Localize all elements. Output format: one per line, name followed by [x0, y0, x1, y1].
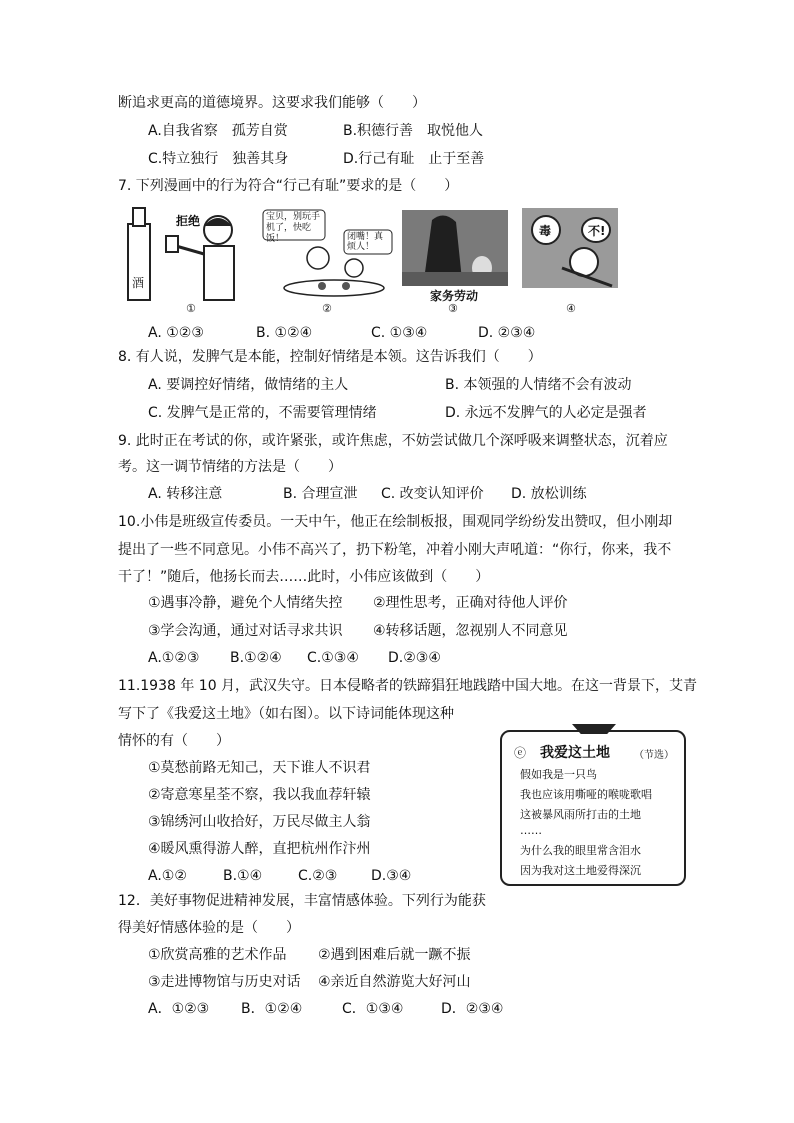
- q12-item-1: ①欣赏高雅的艺术作品: [148, 947, 287, 963]
- q12-option-a[interactable]: A．①②③: [148, 1001, 210, 1017]
- q11-stem-line2: 写下了《我爱这土地》（如右图）。以下诗词能体现这种: [118, 706, 454, 722]
- q8-option-b[interactable]: B. 本领强的人情绪不会有波动: [445, 377, 632, 393]
- poem-line-4: ……: [520, 824, 542, 837]
- q11-item-1: ①莫愁前路无知己，天下谁人不识君: [148, 760, 371, 776]
- comic-panel-3: [402, 210, 508, 286]
- comic-2-number: ②: [322, 302, 332, 315]
- q8-option-a[interactable]: A. 要调控好情绪，做情绪的主人: [148, 377, 349, 393]
- q10-stem-line3: 干了！”随后，他扬长而去……此时，小伟应该做到（ ）: [118, 569, 490, 585]
- comic-1-number: ①: [186, 302, 196, 315]
- q11-item-2: ②寄意寒星荃不察，我以我血荐轩辕: [148, 787, 371, 803]
- q6-option-b[interactable]: B.积德行善 取悦他人: [343, 123, 484, 139]
- poem-title: 我爱这土地: [540, 745, 610, 761]
- q12-option-c[interactable]: C．①③④: [342, 1001, 404, 1017]
- q9-option-a[interactable]: A. 转移注意: [148, 486, 223, 502]
- q12-stem-line2: 得美好情感体验的是（ ）: [118, 920, 300, 936]
- poem-box-tab: [572, 724, 616, 734]
- q9-stem-line1: 9. 此时正在考试的你，或许紧张，或许焦虑，不妨尝试做几个深呼吸来调整状态，沉着应: [118, 433, 668, 449]
- comic-3-number: ③: [448, 302, 458, 315]
- poem-box: [500, 730, 686, 886]
- q11-option-b[interactable]: B.①④: [223, 868, 263, 884]
- q10-item-3: ③学会沟通，通过对话寻求共识: [148, 623, 343, 639]
- poem-line-2: 我也应该用嘶哑的喉咙歌唱: [520, 788, 652, 801]
- q12-item-3: ③走进博物馆与历史对话: [148, 974, 301, 990]
- q7-option-b[interactable]: B. ①②④: [256, 325, 313, 341]
- comic-panel-1: [118, 206, 256, 302]
- q11-option-c[interactable]: C.②③: [298, 868, 338, 884]
- q8-option-c[interactable]: C. 发脾气是正常的，不需要管理情绪: [148, 405, 377, 421]
- comic-4-number: ④: [566, 302, 576, 315]
- poem-ornament-icon: ⓔ: [514, 746, 527, 760]
- q9-option-d[interactable]: D. 放松训练: [511, 486, 587, 502]
- q11-item-4: ④暖风熏得游人醉，直把杭州作汴州: [148, 841, 371, 857]
- q10-option-b[interactable]: B.①②④: [230, 650, 282, 666]
- poem-subtitle: （节选）: [634, 750, 674, 761]
- comic-4-bubble: 不!: [588, 224, 606, 238]
- poem-line-5: 为什么我的眼里常含泪水: [520, 844, 641, 857]
- q7-stem: 7. 下列漫画中的行为符合“行己有耻”要求的是（ ）: [118, 178, 459, 194]
- q11-option-d[interactable]: D.③④: [371, 868, 412, 884]
- comic-2-bubble-mother: 宝贝，别玩手机了，快吃饭！: [266, 212, 321, 244]
- q10-item-2: ②理性思考，正确对待他人评价: [373, 595, 568, 611]
- q11-stem-line1: 11.1938 年 10 月，武汉失守。日本侵略者的铁蹄猖狂地践踏中国大地。在这一背景下，艾青: [118, 678, 698, 694]
- comic-3-photo: [402, 210, 508, 286]
- q10-item-1: ①遇事冷静，避免个人情绪失控: [148, 595, 343, 611]
- q8-stem: 8. 有人说，发脾气是本能，控制好情绪是本领。这告诉我们（ ）: [118, 349, 542, 365]
- q9-option-c[interactable]: C. 改变认知评价: [381, 486, 484, 502]
- q10-stem-line2: 提出了一些不同意见。小伟不高兴了，扔下粉笔，冲着小刚大声吼道：“你行，你来，我不: [118, 542, 672, 558]
- comic-2-bubble-child: 闭嘴！真烦人！: [347, 232, 384, 252]
- q12-option-b[interactable]: B．①②④: [241, 1001, 303, 1017]
- comic-3-caption: 家务劳动: [430, 289, 479, 303]
- comic-panel-4: [522, 208, 618, 288]
- comic-panel-2: [262, 206, 394, 302]
- q11-option-a[interactable]: A.①②: [148, 868, 187, 884]
- q11-item-3: ③锦绣河山收拾好，万民尽做主人翁: [148, 814, 371, 830]
- poem-line-6: 因为我对这土地爱得深沉: [520, 864, 641, 877]
- q12-item-4: ④亲近自然游览大好河山: [318, 974, 471, 990]
- q6-stem: 断追求更高的道德境界。这要求我们能够（ ）: [118, 95, 426, 111]
- q12-item-2: ②遇到困难后就一蹶不振: [318, 947, 471, 963]
- q10-option-c[interactable]: C.①③④: [307, 650, 359, 666]
- q6-option-a[interactable]: A.自我省察 孤芳自赏: [148, 123, 288, 139]
- poem-line-1: 假如我是一只鸟: [520, 768, 597, 781]
- q8-option-d[interactable]: D. 永远不发脾气的人必定是强者: [445, 405, 647, 421]
- comic-4-drawing: [522, 208, 618, 288]
- q7-option-d[interactable]: D. ②③④: [478, 325, 536, 341]
- comic-1-speech: 拒绝: [176, 214, 201, 228]
- q12-option-d[interactable]: D．②③④: [441, 1001, 504, 1017]
- q9-stem-line2: 考。这一调节情绪的方法是（ ）: [118, 459, 342, 475]
- q7-option-a[interactable]: A. ①②③: [148, 325, 204, 341]
- q10-stem-line1: 10.小伟是班级宣传委员。一天中午，他正在绘制板报，围观同学纷纷发出赞叹，但小刚却: [118, 514, 673, 530]
- q7-option-c[interactable]: C. ①③④: [371, 325, 428, 341]
- comic-1-bottle-label: 酒: [132, 276, 145, 290]
- q6-option-c[interactable]: C.特立独行 独善其身: [148, 151, 289, 167]
- poem-line-3: 这被暴风雨所打击的土地: [520, 808, 641, 821]
- q11-stem-line3: 情怀的有（ ）: [118, 733, 230, 749]
- q12-stem-line1: 12．美好事物促进精神发展，丰富情感体验。下列行为能获: [118, 893, 486, 909]
- q6-option-d[interactable]: D.行己有耻 止于至善: [343, 151, 485, 167]
- q10-option-d[interactable]: D.②③④: [388, 650, 441, 666]
- q9-option-b[interactable]: B. 合理宣泄: [283, 486, 358, 502]
- q10-option-a[interactable]: A.①②③: [148, 650, 200, 666]
- q10-item-4: ④转移话题，忽视别人不同意见: [373, 623, 568, 639]
- comic-4-sign: 毒: [539, 224, 552, 238]
